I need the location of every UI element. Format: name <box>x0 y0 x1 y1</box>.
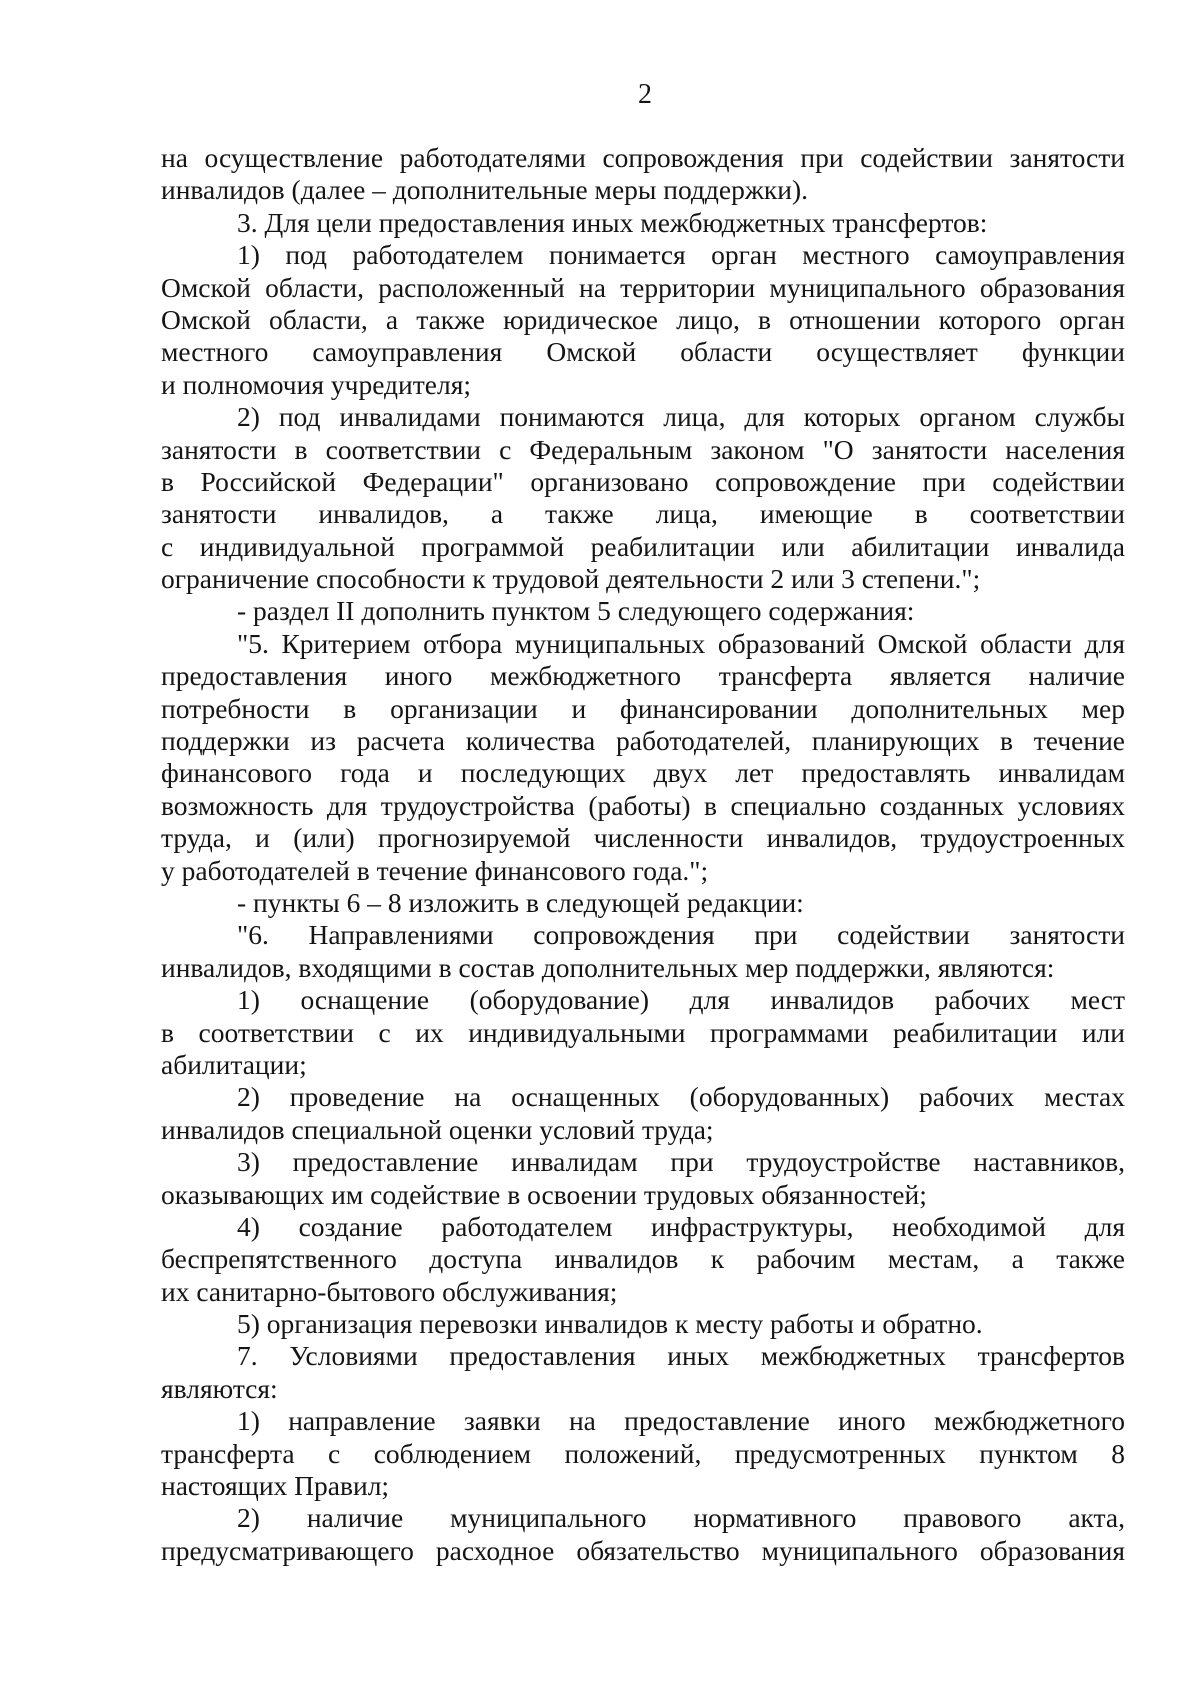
text-line: 3. Для цели предоставления иных межбюджетных трансфертов: <box>237 206 988 238</box>
text-line: в Российской Федерации" организовано сопровождение при содействии <box>161 465 1125 497</box>
text-line: занятости инвалидов, а также лица, имеющие в соответствии <box>161 498 1125 530</box>
text-line: с индивидуальной программой реабилитации или абилитации инвалида <box>161 530 1125 562</box>
text-line: и полномочия учредителя; <box>161 368 471 400</box>
text-line: 3) предоставление инвалидам при трудоустройстве наставников, <box>237 1146 1125 1178</box>
text-line: 5) организация перевозки инвалидов к месту работы и обратно. <box>237 1308 983 1340</box>
text-line: на осуществление работодателями сопровождения при содействии занятости <box>161 142 1125 173</box>
text-line: 2) под инвалидами понимаются лица, для которых органом службы <box>237 401 1125 433</box>
text-line: инвалидов, входящими в состав дополнительных мер поддержки, являются: <box>161 951 1055 983</box>
text-line: поддержки из расчета количества работодателей, планирующих в течение <box>161 725 1125 757</box>
text-line: в соответствии с их индивидуальными программами реабилитации или <box>161 1016 1125 1048</box>
text-line: инвалидов специальной оценки условий труда; <box>161 1113 714 1145</box>
text-line: являются: <box>161 1372 278 1404</box>
text-line: труда, и (или) прогнозируемой численности инвалидов, трудоустроенных <box>161 822 1125 854</box>
text-line: беспрепятственного доступа инвалидов к рабочим местам, а также <box>161 1243 1125 1275</box>
text-line: возможность для трудоустройства (работы) в специально созданных условиях <box>161 789 1125 821</box>
text-line: трансферта с соблюдением положений, предусмотренных пунктом 8 <box>161 1437 1125 1469</box>
text-line: предоставления иного межбюджетного трансферта является наличие <box>161 660 1125 692</box>
text-line: финансового года и последующих двух лет предоставлять инвалидам <box>161 757 1125 789</box>
text-line: 2) проведение на оснащенных (оборудованных) рабочих местах <box>237 1081 1125 1113</box>
text-line: 7. Условиями предоставления иных межбюджетных трансфертов <box>237 1340 1125 1372</box>
page-number: 2 <box>638 79 652 110</box>
text-line: предусматривающего расходное обязательство муниципального образования <box>161 1534 1125 1566</box>
text-line: 4) создание работодателем инфраструктуры, необходимой для <box>237 1210 1125 1242</box>
text-line: занятости в соответствии с Федеральным законом "О занятости населения <box>161 433 1125 465</box>
text-line: местного самоуправления Омской области осуществляет функции <box>161 336 1125 368</box>
text-line: 1) направление заявки на предоставление иного межбюджетного <box>237 1405 1125 1437</box>
text-line: 1) оснащение (оборудование) для инвалидов рабочих мест <box>237 984 1125 1016</box>
text-line: потребности в организации и финансировании дополнительных мер <box>161 692 1125 724</box>
text-line: "6. Направлениями сопровождения при содействии занятости <box>237 919 1125 951</box>
text-line: оказывающих им содействие в освоении трудовых обязанностей; <box>161 1178 927 1210</box>
text-line: настоящих Правил; <box>161 1470 390 1502</box>
text-line: их санитарно-бытового обслуживания; <box>161 1275 618 1307</box>
text-line: Омской области, расположенный на территории муниципального образования <box>161 271 1125 303</box>
text-line: Омской области, а также юридическое лицо, в отношении которого орган <box>161 303 1125 335</box>
text-line: абилитации; <box>161 1048 307 1080</box>
text-line: инвалидов (далее – дополнительные меры поддержки). <box>161 174 808 206</box>
text-line: у работодателей в течение финансового года."; <box>161 854 709 886</box>
text-line: - пункты 6 – 8 изложить в следующей редакции: <box>237 886 804 918</box>
text-line: 2) наличие муниципального нормативного правового акта, <box>237 1502 1125 1534</box>
text-line: "5. Критерием отбора муниципальных образований Омской области для <box>237 627 1125 659</box>
document-body <box>161 142 1125 1567</box>
text-line: ограничение способности к трудовой деятельности 2 или 3 степени."; <box>161 563 981 595</box>
text-line: 1) под работодателем понимается орган местного самоуправления <box>237 239 1125 271</box>
text-line: - раздел II дополнить пунктом 5 следующего содержания: <box>237 595 915 627</box>
